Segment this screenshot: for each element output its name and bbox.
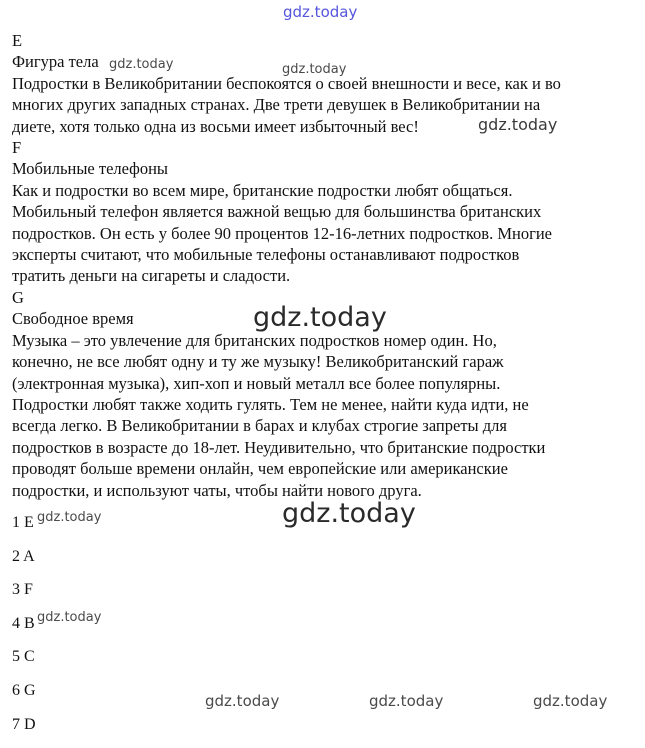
watermark: gdz.today <box>282 62 347 77</box>
watermark: gdz.today <box>37 510 102 525</box>
watermark: gdz.today <box>283 3 358 21</box>
section-title: Фигура тела <box>12 52 99 72</box>
section-title: Свободное время <box>12 309 134 329</box>
watermark: gdz.today <box>205 692 280 710</box>
answer-item: 7 D <box>12 715 36 733</box>
paragraph-line: подростков. Он есть у более 90 процентов 12-16-летних подростков. Многие <box>12 223 552 243</box>
section-f <box>12 137 642 287</box>
paragraph-line: Как и подростки во всем мире, британские подростки любят общаться. <box>12 180 513 200</box>
paragraph-line: подростков в возрасте до 18-лет. Неудивительно, что британские подростки <box>12 437 546 457</box>
answer-item: 4 B <box>12 614 35 632</box>
paragraph-line: эксперты считают, что мобильные телефоны останавливают подростков <box>12 245 520 265</box>
paragraph-line: проводят больше времени онлайн, чем европейские или американские <box>12 459 508 479</box>
paragraph-line: многих других западных странах. Две трети девушек в Великобритании на <box>12 95 541 115</box>
section-paragraph <box>12 180 642 287</box>
section-letter: G <box>12 287 24 307</box>
document-body <box>12 30 642 501</box>
answer-item: 5 C <box>12 648 35 666</box>
paragraph-line: диете, хотя только одна из восьми имеет избыточный вес! <box>12 116 419 136</box>
watermark: gdz.today <box>478 115 558 134</box>
paragraph-line: (электронная музыка), хип-хоп и новый металл все более популярны. <box>12 373 501 393</box>
answer-item: 1 E <box>12 514 34 531</box>
answer-item: 2 A <box>12 547 35 565</box>
section-letter: E <box>12 31 23 50</box>
section-g <box>12 287 642 501</box>
answer-item: 6 G <box>12 681 36 699</box>
section-paragraph <box>12 330 642 501</box>
paragraph-line: всегда легко. В Великобритании в барах и клубах строгие запреты для <box>12 416 507 436</box>
paragraph-line: конечно, не все любят одну и ту же музыку! Великобританский гараж <box>12 352 504 372</box>
section-paragraph <box>12 73 642 137</box>
watermark: gdz.today <box>282 498 416 529</box>
watermark: gdz.today <box>533 692 608 710</box>
section-e <box>12 30 642 137</box>
watermark: gdz.today <box>253 302 387 333</box>
watermark: gdz.today <box>37 610 102 625</box>
section-title: Мобильные телефоны <box>12 159 169 179</box>
watermark: gdz.today <box>109 57 174 72</box>
paragraph-line: Музыка – это увлечение для британских подростков номер один. Но, <box>12 330 497 350</box>
answer-item: 3 F <box>12 581 33 599</box>
paragraph-line: подростки, и используют чаты, чтобы найти нового друга. <box>12 480 422 500</box>
paragraph-line: Мобильный телефон является важной вещью для большинства британских <box>12 202 542 222</box>
section-letter: F <box>12 138 22 158</box>
answer-list <box>12 513 36 748</box>
paragraph-line: Подростки любят также ходить гулять. Тем не менее, найти куда идти, не <box>12 394 529 414</box>
paragraph-line: Подростки в Великобритании беспокоятся о своей внешности и весе, как и во <box>12 73 561 93</box>
watermark: gdz.today <box>369 692 444 710</box>
paragraph-line: тратить деньги на сигареты и сладости. <box>12 266 291 286</box>
